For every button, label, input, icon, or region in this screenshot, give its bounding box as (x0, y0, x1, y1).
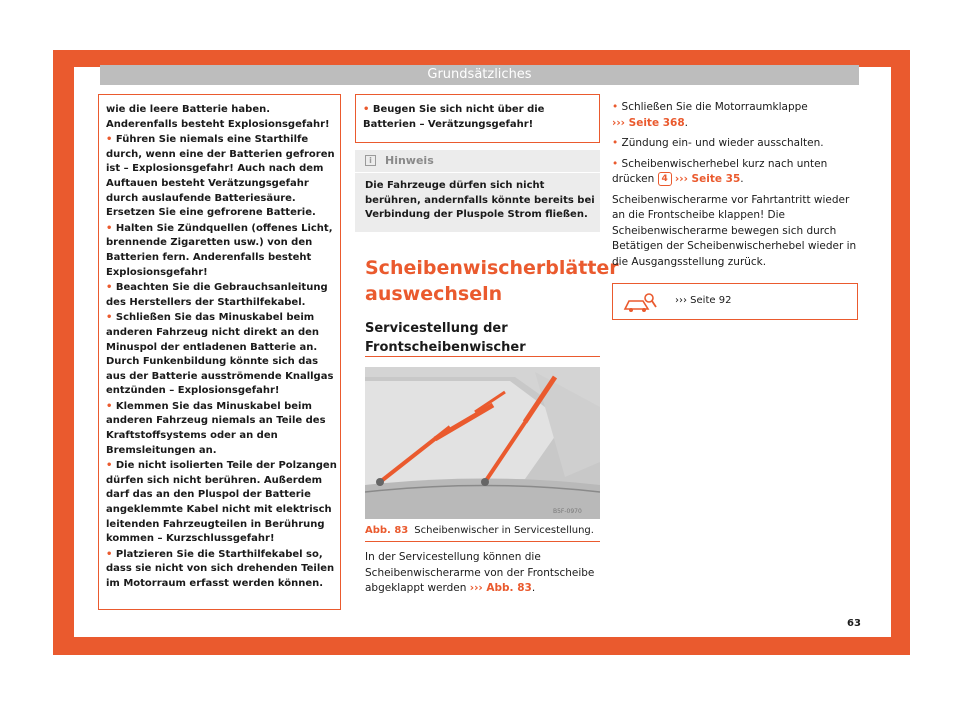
figure-code: B5F-0970 (553, 508, 582, 515)
warning-bullet: • Platzieren Sie die Starthilfekabel so, dass sie nicht von sich drehenden Teilen im Motorraum erfasst werden können. (106, 548, 335, 589)
page-link-35[interactable]: ››› Seite 35 (674, 173, 741, 185)
chapter-header: Grundsätzliches (100, 65, 859, 85)
wiper-illustration (365, 367, 600, 519)
hint-title: Hinweis (385, 154, 434, 167)
figure-caption: Abb. 83 Scheibenwischer in Servicestellung. (365, 525, 594, 536)
service-position-text: In der Servicestellung können die Scheibenwischerarme von der Frontscheibe abgeklappt werden ››› Abb. 83. (365, 551, 595, 594)
car-wrench-icon (623, 291, 657, 313)
info-icon: i (365, 155, 376, 166)
reference-box (612, 283, 858, 320)
hint-header (355, 150, 600, 173)
hint-body: Die Fahrzeuge dürfen sich nicht berühren, andernfalls könnte bereits bei Verbindung der Pluspole Strom fließen. (365, 180, 595, 221)
figure-wiper-service (365, 367, 600, 519)
steps-column (612, 100, 860, 275)
reinstall-paragraph: Scheibenwischerarme vor Fahrtantritt wieder an die Frontscheibe klappen! Die Scheibenwischerarme bewegen sich durch Betätigen der Scheibenwischerhebel wieder in die Ausgangsstellung zurück. (612, 193, 857, 268)
key-icon: 4 (658, 172, 672, 186)
warning-bullet: • Die nicht isolierten Teile der Polzangen dürfen sich nicht berühren. Außerdem darf das an den Pluspol der Batterie angeklemmte Kabel nicht mit elektrisch leitenden Fahrzeugteilen in Berührung kommen – Kurzschlussgefahr! (106, 460, 337, 545)
hint-box (355, 150, 600, 232)
subsection-title: Servicestellung der Frontscheibenwischer (365, 321, 526, 355)
step-item: • Schließen Sie die Motorraumklappe ››› Seite 368. (612, 101, 808, 129)
section-title: Scheibenwischerblätter auswechseln (365, 257, 619, 305)
warning-column (106, 103, 337, 593)
figure-rule (365, 541, 600, 542)
warning-bullet-battery: • Beugen Sie sich nicht über die Batterien – Verätzungsgefahr! (363, 104, 545, 130)
page-link-368[interactable]: ››› Seite 368 (612, 116, 685, 129)
step-item: • Scheibenwischerhebel kurz nach unten drücken 4 ››› Seite 35. (612, 157, 828, 185)
step-item: • Zündung ein- und wieder ausschalten. (612, 137, 824, 149)
warning-bullet: • Schließen Sie das Minuskabel beim anderen Fahrzeug nicht direkt an den Minuspol der entladenen Batterie an. Durch Funkenbildung könnte sich das aus der Batterie ausströmende Knallgas entzünden – Explosionsgefahr! (106, 312, 334, 397)
subsection-rule (365, 356, 600, 357)
warning-bullet: • Halten Sie Zündquellen (offenes Licht, brennende Zigaretten usw.) von den Batterien fern. Anderenfalls besteht Explosionsgefahr! (106, 222, 333, 278)
figure-link[interactable]: ››› Abb. 83 (469, 582, 532, 594)
reference-link[interactable]: ››› Seite 92 (675, 295, 732, 306)
warning-bullet: • Führen Sie niemals eine Starthilfe durch, wenn eine der Batterien gefroren ist – Explosionsgefahr! Auch nach dem Auftauen besteht Verätzungsgefahr durch auslaufende Batteriesäure. Ersetzen Sie eine gefrorene Batterie. (106, 134, 335, 219)
warning-bullet: • Klemmen Sie das Minuskabel beim anderen Fahrzeug niemals an Teile des Kraftstoffsystems oder an den Bremsleitungen an. (106, 400, 326, 456)
page-number: 63 (847, 618, 861, 629)
warning-intro: wie die leere Batterie haben. Anderenfalls besteht Explosionsgefahr! (106, 104, 330, 130)
warning-bullet: • Beachten Sie die Gebrauchsanleitung des Herstellers der Starthilfekabel. (106, 282, 328, 308)
